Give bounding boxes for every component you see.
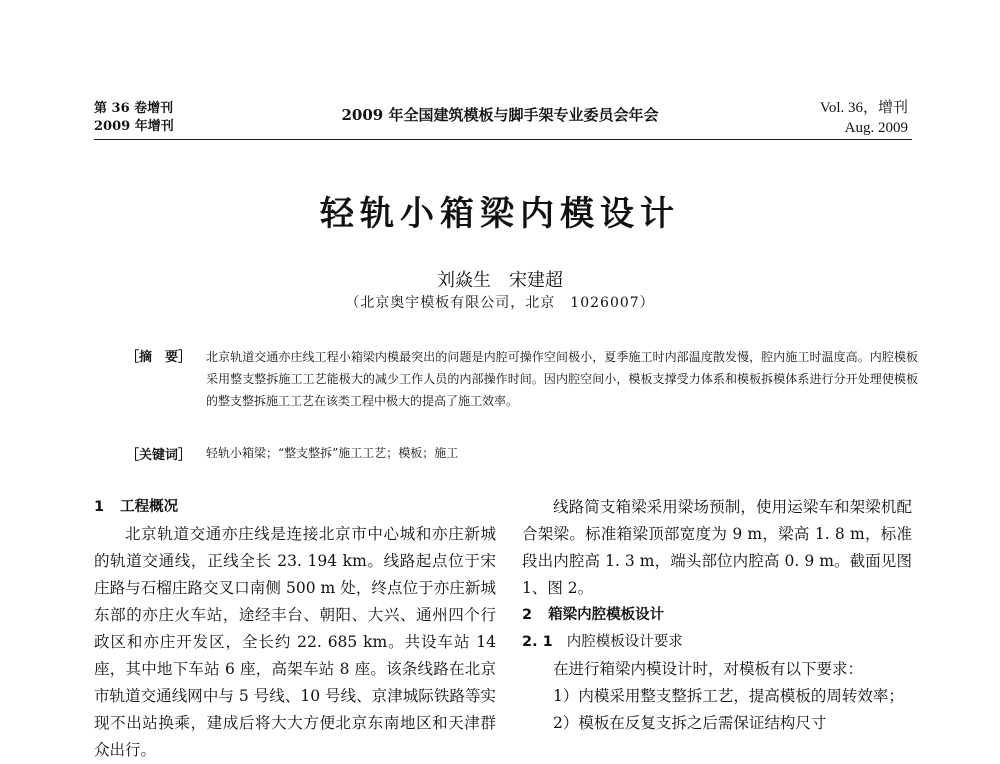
- body-paragraph: 在进行箱梁内模设计时，对模板有以下要求：: [553, 660, 864, 678]
- keywords-label: ［关键词］: [126, 448, 192, 463]
- volume-line-en: Vol. 36，增刊: [819, 100, 908, 116]
- volume-line: 第 36 卷增刊: [94, 101, 174, 116]
- journal-volume-en: [820, 98, 908, 138]
- section-heading-2: [522, 602, 912, 629]
- date-line-en: Aug. 2009: [844, 120, 908, 136]
- abstract-text: 北京轨道交通亦庄线工程小箱梁内模最突出的问题是内腔可操作空间极小，夏季施工时内部温度散发慢，腔内施工时温度高。内腔模板采用整支整拆施工工艺能极大的减少工作人员的内部操作时间。因内腔空间小，模板支撑受力体系和模板拆模体系进行分开处理使模板的整支整拆施工工艺在该类工程中极大的提高了施工效率。: [206, 350, 918, 408]
- subsection-heading-2-1: [522, 629, 912, 656]
- right-column: [522, 494, 912, 737]
- list-item: 1）内模采用整支整拆工艺，提高模板的周转效率；: [553, 687, 904, 705]
- section-number: 1: [94, 499, 105, 515]
- section-heading-1: [94, 494, 496, 521]
- left-column: [94, 494, 496, 764]
- conference-name: 2009 年全国建筑模板与脚手架专业委员会年会: [341, 106, 659, 124]
- subsection-number: 2. 1: [522, 634, 553, 650]
- header-rule: [94, 139, 912, 140]
- keywords-text: 轻轨小箱梁；“整支整拆”施工工艺；模板；施工: [206, 446, 459, 460]
- author-names: 刘焱生 宋建超: [437, 270, 563, 291]
- section-title: 箱梁内腔模板设计: [548, 607, 665, 623]
- paper-title: 轻轨小箱梁内模设计: [320, 194, 680, 234]
- subsection-title: 内腔模板设计要求: [566, 634, 683, 650]
- author-affiliation: （北京奥宇模板有限公司，北京 1026007）: [345, 295, 655, 311]
- section-number: 2: [522, 607, 533, 623]
- list-item: 2）模板在反复支拆之后需保证结构尺寸: [553, 714, 827, 732]
- body-paragraph: 北京轨道交通亦庄线是连接北京市中心城和亦庄新城的轨道交通线，正线全长 23. 194 km。线路起点位于宋庄路与石榴庄路交叉口南侧 500 m 处，终点位于亦庄新城东部的亦庄火车站，途经丰台、朝阳、大兴、通州四个行政区和亦庄开发区，全长约 22. 685 km。共设车站 14 座，其中地下车站 6 座，高架车站 8 座。该条线路在北京市轨道交通线网中与 5 号线、10 号线、京津城际铁路等实现不出站换乘，建成后将大大方便北京东南地区和天津群众出行。: [94, 525, 496, 759]
- body-paragraph: 线路简支箱梁采用梁场预制，使用运梁车和架梁机配合架梁。标准箱梁顶部宽度为 9 m，梁高 1. 8 m，标准段出内腔高 1. 3 m，端头部位内腔高 0. 9 m。截面见图 1、图 2。: [522, 498, 912, 597]
- year-line: 2009 年增刊: [94, 119, 174, 134]
- section-title: 工程概况: [120, 499, 179, 515]
- abstract-label: ［摘 要］: [126, 350, 192, 365]
